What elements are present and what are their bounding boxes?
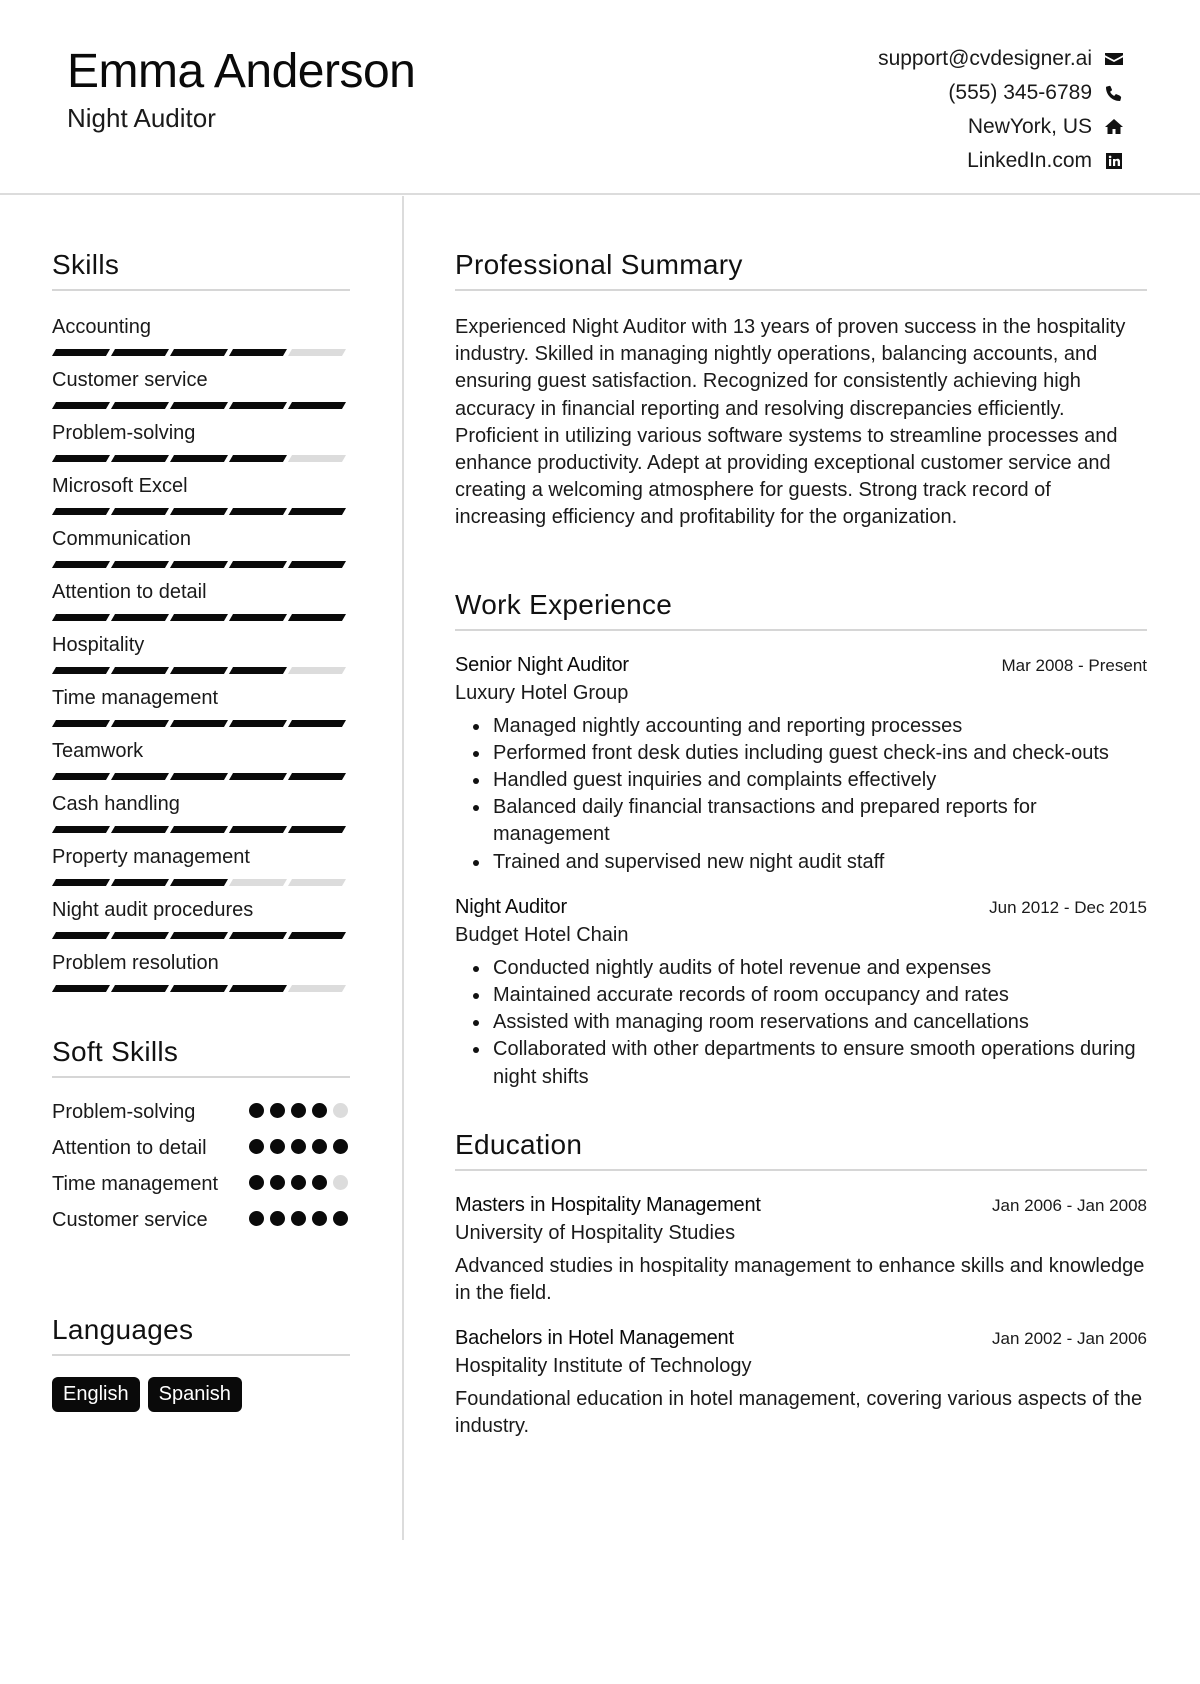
soft-skill-name: Customer service bbox=[52, 1209, 208, 1231]
skill-name: Microsoft Excel bbox=[52, 475, 188, 497]
skill-name: Hospitality bbox=[52, 634, 145, 656]
skill-level-segment bbox=[111, 720, 169, 727]
skills-section bbox=[52, 249, 350, 992]
skill-level-bar bbox=[52, 667, 350, 674]
language-pill: English bbox=[52, 1377, 140, 1412]
rating-dot bbox=[333, 1103, 348, 1118]
rating-dot bbox=[291, 1139, 306, 1154]
education-school: Hospitality Institute of Technology bbox=[455, 1355, 752, 1378]
soft-skill-rating bbox=[249, 1134, 350, 1154]
skill-item bbox=[52, 684, 350, 727]
skill-level-segment bbox=[229, 720, 287, 727]
soft-skill-name: Time management bbox=[52, 1173, 218, 1195]
skill-level-bar bbox=[52, 932, 350, 939]
skill-level-segment bbox=[288, 455, 346, 462]
education-school: University of Hospitality Studies bbox=[455, 1221, 736, 1244]
skill-level-segment bbox=[170, 932, 228, 939]
left-column bbox=[52, 196, 350, 1412]
summary-text: Experienced Night Auditor with 13 years of proven success in the hospitality industry. Skilled in managing nightly operations, balancing accounts, and ensuring guest satisfaction. Recognized for consistently achieving high accuracy in financial reporting and resolving discrepancies efficiently. Proficient in utilizing various software systems to streamline processes and enhance productivity. Adept at providing exceptional customer service and creating a welcoming atmosphere for guests. Strong track record of increasing efficiency and profitability for the organization. bbox=[455, 316, 1126, 529]
job-bullet: Maintained accurate records of room occupancy and rates bbox=[467, 982, 1147, 1009]
home-icon bbox=[1102, 115, 1126, 139]
language-pill: Spanish bbox=[148, 1377, 242, 1412]
skill-level-segment bbox=[229, 508, 287, 515]
job-bullet: Assisted with managing room reservations and cancellations bbox=[467, 1009, 1147, 1036]
skill-name: Attention to detail bbox=[52, 581, 207, 603]
skill-level-segment bbox=[111, 402, 169, 409]
job-header bbox=[455, 896, 1147, 919]
skill-level-bar bbox=[52, 826, 350, 833]
skill-level-segment bbox=[170, 455, 228, 462]
work-section bbox=[455, 589, 1147, 1091]
rating-dot bbox=[270, 1211, 285, 1226]
skill-item bbox=[52, 949, 350, 992]
contact-location-text: NewYork, US bbox=[967, 115, 1092, 138]
soft-skill-item bbox=[52, 1098, 350, 1126]
skill-level-segment bbox=[111, 773, 169, 780]
contact-phone-text[interactable]: (555) 345-6789 bbox=[948, 81, 1092, 104]
skill-item bbox=[52, 313, 350, 356]
skill-level-segment bbox=[288, 508, 346, 515]
skill-level-segment bbox=[229, 773, 287, 780]
skill-item bbox=[52, 631, 350, 674]
education-degree: Masters in Hospitality Management bbox=[455, 1193, 761, 1216]
skill-level-segment bbox=[170, 508, 228, 515]
skill-item bbox=[52, 790, 350, 833]
skill-level-bar bbox=[52, 402, 350, 409]
rating-dot bbox=[291, 1211, 306, 1226]
soft-skills-section bbox=[52, 1036, 350, 1234]
skill-level-segment bbox=[229, 985, 287, 992]
contact-email[interactable] bbox=[878, 42, 1126, 76]
skill-name: Problem resolution bbox=[52, 952, 219, 974]
job-entry bbox=[455, 896, 1147, 1091]
skills-title: Skills bbox=[52, 249, 350, 291]
soft-skill-item bbox=[52, 1134, 350, 1162]
education-date: Jan 2006 - Jan 2008 bbox=[991, 1195, 1147, 1215]
skill-level-segment bbox=[170, 614, 228, 621]
rating-dot bbox=[333, 1139, 348, 1154]
skill-level-segment bbox=[288, 932, 346, 939]
skill-level-segment bbox=[170, 985, 228, 992]
skill-level-segment bbox=[52, 614, 110, 621]
phone-icon bbox=[1102, 81, 1126, 105]
rating-dot bbox=[249, 1211, 264, 1226]
skill-level-bar bbox=[52, 614, 350, 621]
education-header bbox=[455, 1194, 1147, 1217]
skills-list bbox=[52, 313, 350, 992]
skill-level-bar bbox=[52, 720, 350, 727]
skill-level-segment bbox=[288, 402, 346, 409]
skill-level-segment bbox=[229, 455, 287, 462]
job-bullet: Trained and supervised new night audit staff bbox=[467, 849, 1147, 876]
education-title: Education bbox=[455, 1129, 1147, 1171]
skill-name: Problem-solving bbox=[52, 422, 196, 444]
languages-title: Languages bbox=[52, 1314, 350, 1356]
skill-level-segment bbox=[288, 879, 346, 886]
education-entry bbox=[455, 1327, 1147, 1440]
rating-dot bbox=[333, 1211, 348, 1226]
rating-dot bbox=[249, 1139, 264, 1154]
skill-level-segment bbox=[288, 985, 346, 992]
rating-dot bbox=[249, 1103, 264, 1118]
skill-level-segment bbox=[288, 614, 346, 621]
contact-linkedin[interactable] bbox=[878, 144, 1126, 178]
job-company: Luxury Hotel Group bbox=[455, 681, 629, 704]
right-column bbox=[455, 196, 1147, 1441]
work-title: Work Experience bbox=[455, 589, 1147, 631]
skill-level-segment bbox=[111, 349, 169, 356]
job-bullet: Conducted nightly audits of hotel revenue and expenses bbox=[467, 955, 1147, 982]
soft-skill-name: Attention to detail bbox=[52, 1137, 207, 1159]
skill-name: Teamwork bbox=[52, 740, 144, 762]
rating-dot bbox=[312, 1211, 327, 1226]
skill-item bbox=[52, 525, 350, 568]
linkedin-icon bbox=[1102, 149, 1126, 173]
job-title: Night Auditor bbox=[455, 895, 567, 918]
skill-level-segment bbox=[288, 773, 346, 780]
rating-dot bbox=[270, 1175, 285, 1190]
skill-level-segment bbox=[288, 561, 346, 568]
skill-level-segment bbox=[170, 826, 228, 833]
skill-item bbox=[52, 737, 350, 780]
skill-level-segment bbox=[229, 932, 287, 939]
skill-level-segment bbox=[52, 720, 110, 727]
skill-level-segment bbox=[288, 720, 346, 727]
skill-level-segment bbox=[111, 826, 169, 833]
skill-name: Cash handling bbox=[52, 793, 180, 815]
resume-header bbox=[0, 0, 1200, 195]
skill-item bbox=[52, 419, 350, 462]
job-header bbox=[455, 654, 1147, 677]
summary-title: Professional Summary bbox=[455, 249, 1147, 291]
rating-dot bbox=[291, 1175, 306, 1190]
skill-name: Communication bbox=[52, 528, 191, 550]
skill-item bbox=[52, 896, 350, 939]
skill-level-segment bbox=[170, 561, 228, 568]
skill-level-segment bbox=[52, 932, 110, 939]
skill-level-segment bbox=[111, 508, 169, 515]
rating-dot bbox=[249, 1175, 264, 1190]
contact-phone[interactable] bbox=[878, 76, 1126, 110]
skill-name: Property management bbox=[52, 846, 250, 868]
education-entry bbox=[455, 1194, 1147, 1307]
skill-name: Night audit procedures bbox=[52, 899, 254, 921]
contact-location bbox=[878, 110, 1126, 144]
skill-item bbox=[52, 366, 350, 409]
job-title: Senior Night Auditor bbox=[455, 653, 629, 676]
education-section bbox=[455, 1129, 1147, 1441]
education-list bbox=[455, 1194, 1147, 1441]
skill-level-bar bbox=[52, 985, 350, 992]
skill-level-segment bbox=[52, 773, 110, 780]
skill-level-segment bbox=[288, 826, 346, 833]
soft-skill-rating bbox=[249, 1170, 350, 1190]
job-date: Mar 2008 - Present bbox=[1001, 655, 1147, 675]
skill-level-bar bbox=[52, 349, 350, 356]
skill-level-bar bbox=[52, 879, 350, 886]
skill-level-segment bbox=[170, 879, 228, 886]
skill-level-segment bbox=[111, 879, 169, 886]
skill-level-segment bbox=[111, 667, 169, 674]
languages-section bbox=[52, 1314, 350, 1412]
envelope-icon bbox=[1102, 47, 1126, 71]
job-bullet: Balanced daily financial transactions and prepared reports for management bbox=[467, 794, 1147, 848]
skill-level-segment bbox=[229, 561, 287, 568]
skill-level-segment bbox=[111, 455, 169, 462]
skill-level-bar bbox=[52, 773, 350, 780]
rating-dot bbox=[333, 1175, 348, 1190]
skill-level-segment bbox=[52, 455, 110, 462]
skill-item bbox=[52, 472, 350, 515]
rating-dot bbox=[312, 1139, 327, 1154]
skill-level-segment bbox=[52, 402, 110, 409]
candidate-role: Night Auditor bbox=[67, 103, 216, 133]
soft-skills-list bbox=[52, 1098, 350, 1234]
skill-level-segment bbox=[229, 614, 287, 621]
skill-level-segment bbox=[229, 667, 287, 674]
skill-level-segment bbox=[52, 985, 110, 992]
contact-linkedin-text[interactable]: LinkedIn.com bbox=[967, 149, 1092, 172]
skill-level-segment bbox=[170, 402, 228, 409]
skill-level-segment bbox=[170, 720, 228, 727]
skill-level-segment bbox=[111, 561, 169, 568]
skill-level-bar bbox=[52, 455, 350, 462]
rating-dot bbox=[312, 1103, 327, 1118]
skill-level-segment bbox=[52, 826, 110, 833]
education-header bbox=[455, 1327, 1147, 1350]
education-degree: Bachelors in Hotel Management bbox=[455, 1327, 734, 1350]
summary-section bbox=[455, 249, 1147, 532]
skill-item bbox=[52, 578, 350, 621]
contact-info bbox=[878, 42, 1126, 178]
languages-list bbox=[52, 1377, 350, 1412]
soft-skill-rating bbox=[249, 1098, 350, 1118]
soft-skills-title: Soft Skills bbox=[52, 1036, 350, 1078]
job-date: Jun 2012 - Dec 2015 bbox=[989, 897, 1147, 917]
skill-level-segment bbox=[111, 614, 169, 621]
skill-level-bar bbox=[52, 561, 350, 568]
skill-name: Time management bbox=[52, 687, 218, 709]
skill-level-segment bbox=[288, 349, 346, 356]
rating-dot bbox=[291, 1103, 306, 1118]
skill-level-segment bbox=[288, 667, 346, 674]
skill-level-segment bbox=[229, 402, 287, 409]
job-bullet: Performed front desk duties including guest check-ins and check-outs bbox=[467, 740, 1147, 767]
job-bullets bbox=[455, 713, 1147, 876]
job-bullet: Managed nightly accounting and reporting processes bbox=[467, 713, 1147, 740]
skill-level-segment bbox=[52, 561, 110, 568]
skill-level-segment bbox=[229, 879, 287, 886]
skill-level-segment bbox=[170, 667, 228, 674]
candidate-name: Emma Anderson bbox=[67, 45, 416, 98]
job-bullet: Handled guest inquiries and complaints effectively bbox=[467, 767, 1147, 794]
skill-level-segment bbox=[111, 985, 169, 992]
skill-level-segment bbox=[170, 349, 228, 356]
education-description: Advanced studies in hospitality management to enhance skills and knowledge in the field. bbox=[455, 1254, 1145, 1305]
contact-email-text[interactable]: support@cvdesigner.ai bbox=[878, 47, 1092, 70]
skill-level-segment bbox=[229, 826, 287, 833]
skill-level-bar bbox=[52, 508, 350, 515]
skill-level-segment bbox=[229, 349, 287, 356]
skill-item bbox=[52, 843, 350, 886]
job-bullet: Collaborated with other departments to ensure smooth operations during night shifts bbox=[467, 1036, 1147, 1090]
skill-level-segment bbox=[52, 667, 110, 674]
skill-level-segment bbox=[52, 349, 110, 356]
rating-dot bbox=[270, 1139, 285, 1154]
rating-dot bbox=[270, 1103, 285, 1118]
soft-skill-name: Problem-solving bbox=[52, 1101, 196, 1123]
column-divider bbox=[402, 196, 404, 1540]
skill-level-segment bbox=[111, 932, 169, 939]
work-list bbox=[455, 654, 1147, 1091]
soft-skill-item bbox=[52, 1170, 350, 1198]
education-description: Foundational education in hotel management, covering various aspects of the industry. bbox=[455, 1388, 1143, 1438]
skill-name: Customer service bbox=[52, 369, 208, 391]
skill-level-segment bbox=[52, 508, 110, 515]
job-company: Budget Hotel Chain bbox=[455, 923, 629, 946]
rating-dot bbox=[312, 1175, 327, 1190]
soft-skill-item bbox=[52, 1206, 350, 1234]
skill-name: Accounting bbox=[52, 316, 151, 338]
job-bullets bbox=[455, 955, 1147, 1091]
skill-level-segment bbox=[52, 879, 110, 886]
soft-skill-rating bbox=[249, 1206, 350, 1226]
job-entry bbox=[455, 654, 1147, 876]
education-date: Jan 2002 - Jan 2006 bbox=[991, 1329, 1147, 1349]
skill-level-segment bbox=[170, 773, 228, 780]
